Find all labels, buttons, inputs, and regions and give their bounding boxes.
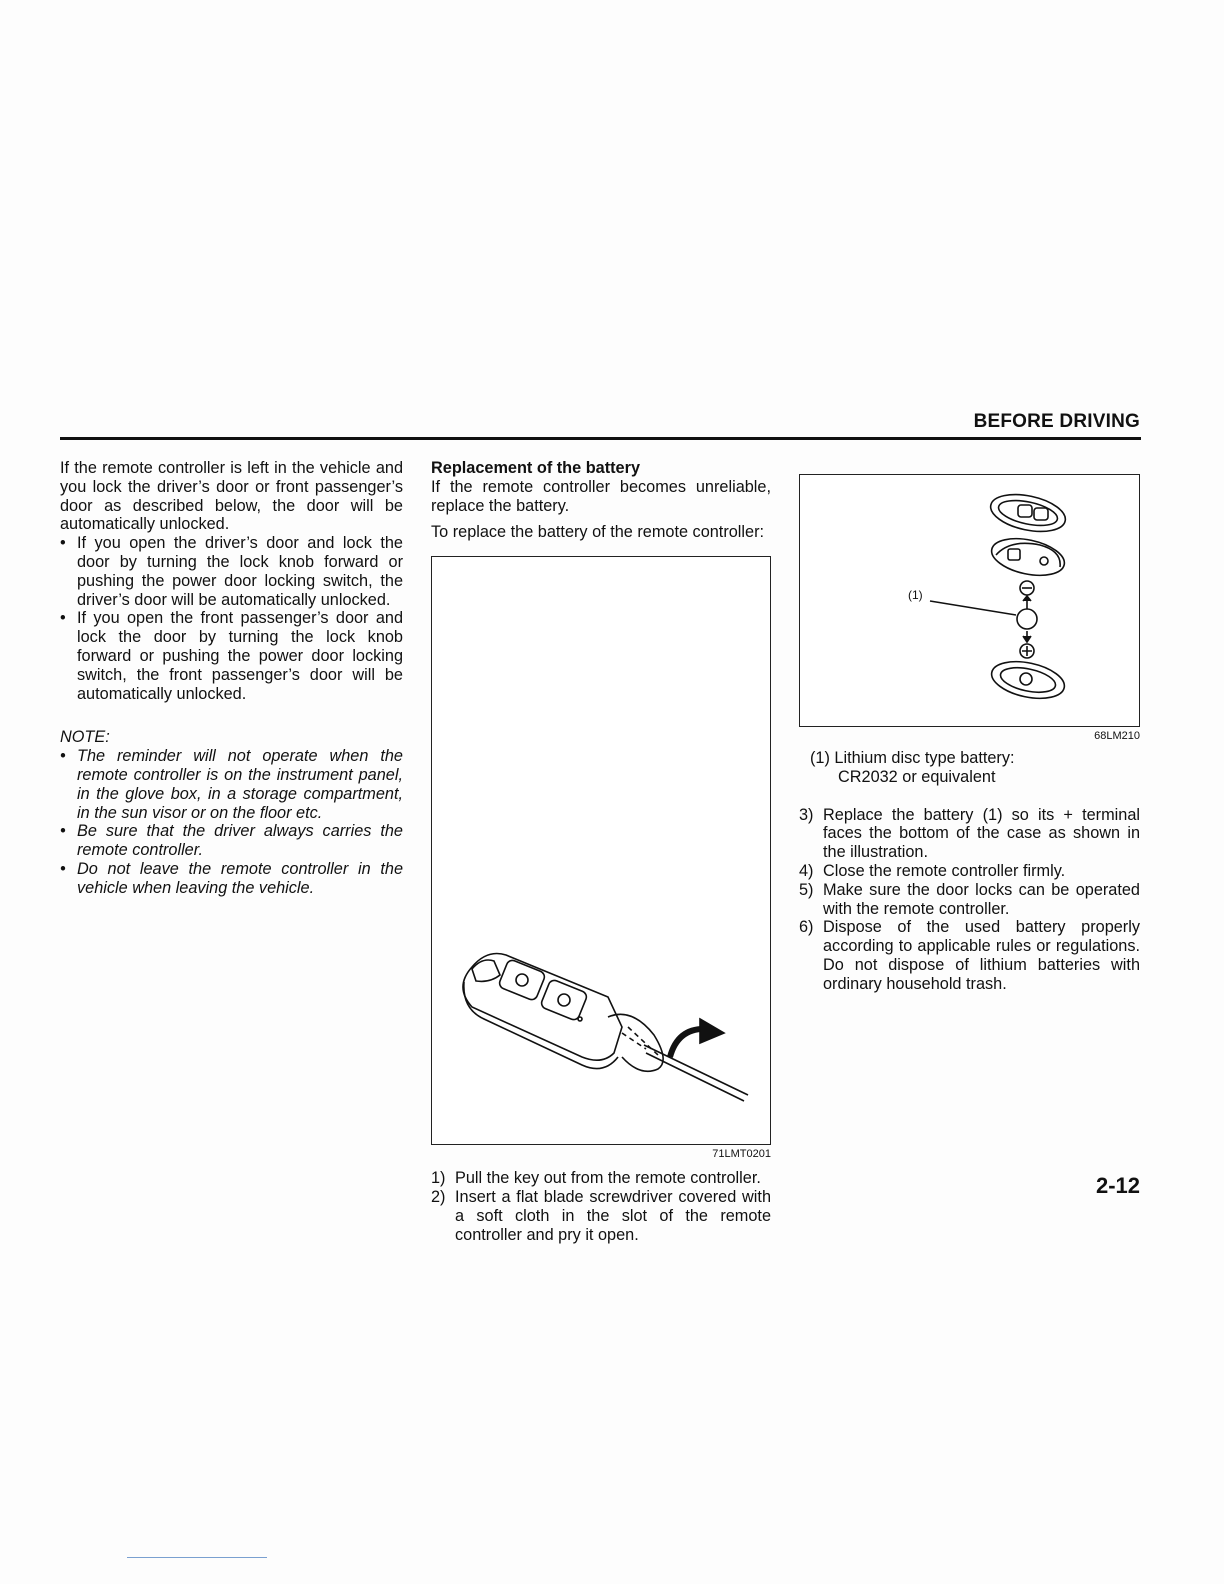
bullet-list — [60, 534, 403, 703]
battery-exploded-illustration — [800, 475, 1139, 726]
bullet-item: • If you open the front passenger’s door and lock the door by turning the lock knob forward or pushing the power door locking switch, the front passenger’s door will be automatically unlocked. — [60, 609, 403, 703]
step-item — [799, 806, 1140, 862]
step-number: 4) — [799, 861, 814, 880]
step-item — [799, 918, 1140, 993]
header-rule — [60, 437, 1141, 440]
step-item — [799, 881, 1140, 919]
battery-heading: Replacement of the battery — [431, 459, 640, 477]
note-list — [60, 747, 403, 897]
note-label: NOTE: — [60, 728, 110, 747]
intro-paragraph: If the remote controller is left in the vehicle and you lock the driver’s door or front passenger’s door as described below, the door will be automatically unlocked. — [60, 459, 403, 534]
note-item: • Do not leave the remote controller in the vehicle when leaving the vehicle. — [60, 860, 403, 898]
remote-pry-illustration — [432, 557, 770, 1144]
unreliable-paragraph: If the remote controller becomes unreliable, replace the battery. — [431, 477, 771, 515]
step-text: Insert a flat blade screwdriver covered with a soft cloth in the slot of the remote controller and pry it open. — [455, 1187, 771, 1244]
step-text: Make sure the door locks can be operated with the remote controller. — [823, 880, 1140, 918]
figure-code: 68LM210 — [1094, 730, 1140, 742]
figure-caption — [799, 749, 1140, 787]
step-text: Close the remote controller firmly. — [823, 861, 1066, 880]
figure-code: 71LMT0201 — [712, 1148, 771, 1161]
step-number: 5) — [799, 880, 814, 899]
page-number: 2-12 — [1095, 1173, 1140, 1198]
callout-label: (1) — [908, 588, 923, 602]
step-item — [431, 1188, 771, 1244]
column-2 — [431, 459, 771, 1244]
step-item — [799, 862, 1140, 881]
figure-battery-exploded — [799, 474, 1140, 727]
note-item: • Be sure that the driver always carries the remote controller. — [60, 822, 403, 860]
step-number: 1) — [431, 1169, 446, 1188]
steps-list — [799, 806, 1140, 994]
step-number: 3) — [799, 805, 814, 824]
step-item — [431, 1169, 771, 1188]
caption-line: CR2032 or equivalent — [838, 767, 996, 786]
replace-intro-paragraph: To replace the battery of the remote controller: — [431, 523, 765, 542]
step-number: 6) — [799, 918, 814, 937]
step-text: Replace the battery (1) so its + terminal faces the bottom of the case as shown in the illustration. — [823, 805, 1140, 862]
step-text: Dispose of the used battery properly according to applicable rules or regulations. Do not dispose of lithium batteries with ordinary household trash. — [823, 918, 1140, 993]
step-text: Pull the key out from the remote controller. — [455, 1169, 761, 1188]
figure-remote-open — [431, 556, 771, 1145]
scan-artifact-line — [127, 1557, 267, 1558]
caption-line: (1) Lithium disc type battery: — [810, 749, 1015, 767]
column-1 — [60, 459, 403, 898]
steps-list — [431, 1169, 771, 1244]
section-title: BEFORE DRIVING — [973, 411, 1140, 432]
note-item: • The reminder will not operate when the remote controller is on the instrument panel, in the glove box, in a storage compartment, in the sun visor or on the floor etc. — [60, 747, 403, 822]
bullet-item: • If you open the driver’s door and lock the door by turning the lock knob forward or pushing the power door locking switch, the driver’s door will be automatically unlocked. — [60, 534, 403, 609]
column-3 — [799, 474, 1140, 994]
step-number: 2) — [431, 1187, 446, 1206]
